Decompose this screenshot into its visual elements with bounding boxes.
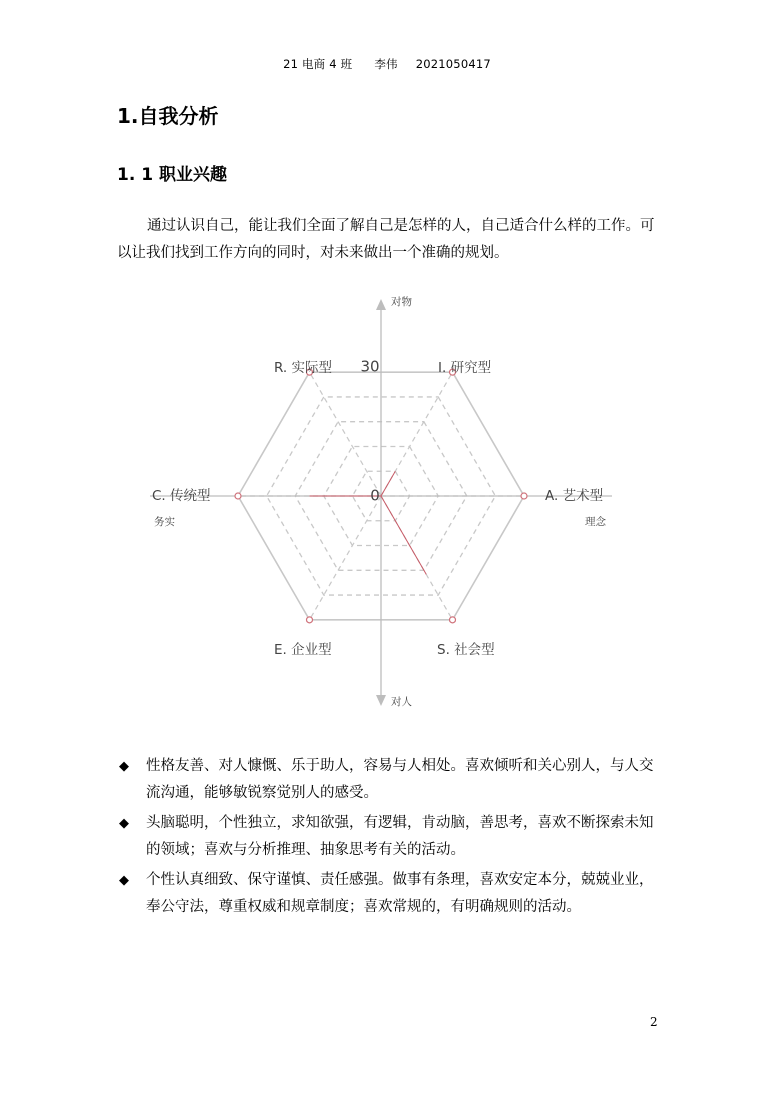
interest-radar-chart [140,290,630,715]
vertex-marker [235,493,241,499]
list-item-text: 头脑聪明，个性独立，求知欲强，有逻辑，肯动脑，善思考，喜欢不断探索未知的领域；喜欢与分析推理、抽象思考有关的活动。 [146,815,654,858]
header-name: 李伟 [374,57,398,71]
vertex-marker [307,617,313,623]
data-polygon [310,471,427,574]
diamond-bullet-icon: ◆ [119,816,129,831]
diamond-bullet-icon: ◆ [119,759,129,774]
list-item-text: 个性认真细致、保守谨慎、责任感强。做事有条理，喜欢安定本分，兢兢业业，奉公守法，尊重权威和规章制度；喜欢常规的，有明确规则的活动。 [146,872,654,915]
axis-category-label: C. 传统型 [152,488,211,504]
page-header [0,56,774,72]
header-student-id: 2021050417 [415,57,491,71]
radar-spoke [310,372,382,496]
list-item-text: 性格友善、对人慷慨、乐于助人，容易与人相处。喜欢倾听和关心别人，与人交流沟通，能够敏锐察觉别人的感受。 [146,758,654,801]
radar-spoke [310,496,382,620]
axis-category-label: E. 企业型 [274,642,332,658]
list-item [117,810,662,864]
vertex-marker [521,493,527,499]
page-number: 2 [650,1015,658,1029]
diamond-bullet-icon: ◆ [119,873,129,888]
axis-title-left: 务实 [154,516,175,528]
list-item [117,867,662,921]
trait-list [117,753,662,924]
scale-label-max: 30 [360,357,380,376]
axis-category-label: A. 艺术型 [545,488,604,504]
list-item [117,753,662,807]
axis-title-top: 对物 [391,296,412,308]
axis-title-bottom: 对人 [391,696,412,708]
scale-label-min: 0 [370,486,380,505]
vertex-marker [450,617,456,623]
axis-category-label: R. 实际型 [274,360,332,376]
intro-paragraph: 通过认识自己，能让我们全面了解自己是怎样的人，自己适合什么样的工作。可以让我们找到工作方向的同时，对未来做出一个准确的规划。 [117,218,655,261]
header-class: 21 电商 4 班 [283,57,353,71]
subsection-heading: 1. 1 职业兴趣 [117,165,227,185]
arrow-down-icon [376,695,386,706]
axis-category-label: I. 研究型 [438,360,492,376]
arrow-up-icon [376,299,386,310]
axis-title-right: 理念 [585,516,606,528]
axis-category-label: S. 社会型 [437,642,495,658]
section-heading: 1.自我分析 [117,104,219,128]
